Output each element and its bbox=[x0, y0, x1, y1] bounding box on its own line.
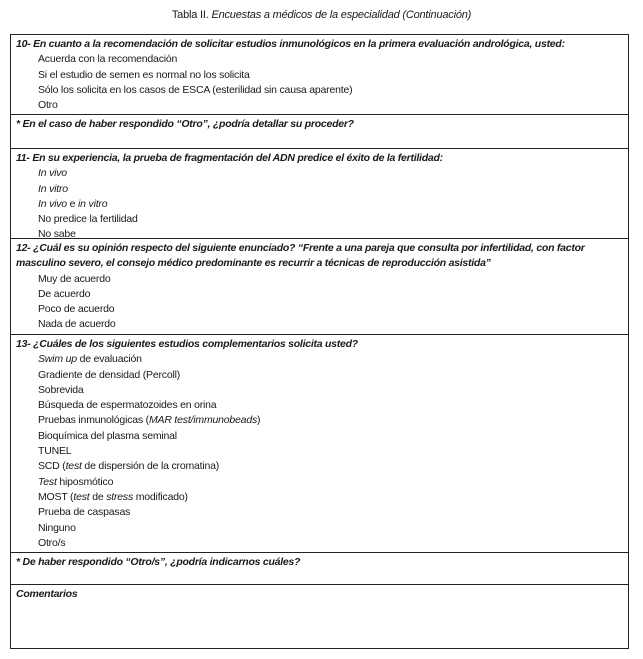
option-text: in vitro bbox=[78, 197, 108, 210]
option-text: In vivo bbox=[38, 167, 67, 180]
table-row bbox=[11, 552, 628, 584]
answer-option bbox=[16, 536, 623, 551]
option-text: Acuerda con la recomendación bbox=[38, 53, 178, 66]
option-text: In vitro bbox=[38, 182, 68, 195]
answer-option bbox=[16, 182, 623, 197]
answer-option bbox=[16, 212, 623, 227]
table-caption bbox=[0, 9, 643, 21]
option-text: Poco de acuerdo bbox=[38, 303, 115, 316]
option-text: Test bbox=[38, 475, 57, 488]
option-text: ) bbox=[257, 414, 261, 427]
option-text: Si el estudio de semen es normal no los solicita bbox=[38, 68, 250, 81]
option-text: De acuerdo bbox=[38, 287, 91, 300]
option-text: In vivo bbox=[38, 197, 67, 210]
option-text: Prueba de caspasas bbox=[38, 506, 131, 519]
option-text: Nada de acuerdo bbox=[38, 318, 116, 331]
option-text: Gradiente de densidad (Percoll) bbox=[38, 368, 181, 381]
survey-table bbox=[10, 34, 629, 649]
answer-option bbox=[16, 413, 623, 428]
question-text: Comentarios bbox=[16, 588, 78, 600]
option-text: de bbox=[89, 490, 107, 503]
option-text: Sólo los solicita en los casos de ESCA (esterilidad sin causa aparente) bbox=[38, 83, 353, 96]
answer-option bbox=[16, 166, 623, 181]
table-row bbox=[11, 148, 628, 241]
option-text: hiposmótico bbox=[56, 475, 114, 488]
answer-option bbox=[16, 459, 623, 474]
question-text: * En el caso de haber respondido “Otro”, ¿podría detallar su proceder? bbox=[16, 118, 354, 130]
answer-option bbox=[16, 429, 623, 444]
answer-option bbox=[16, 398, 623, 413]
answer-option bbox=[16, 368, 623, 383]
answer-option bbox=[16, 83, 623, 98]
option-text: TUNEL bbox=[38, 445, 72, 458]
option-text: No predice la fertilidad bbox=[38, 213, 138, 226]
option-text: MOST ( bbox=[38, 490, 74, 503]
option-text: SCD ( bbox=[38, 460, 66, 473]
option-text: modificado) bbox=[133, 490, 188, 503]
question-text: 12- ¿Cuál es su opinión respecto del siguiente enunciado? “Frente a una pareja que consulta por infertilidad, con factor masculino severo, el consejo médico predominante es recurrir a técnicas de reproducción asistida” bbox=[16, 242, 585, 270]
option-text: Swim up bbox=[38, 353, 77, 366]
answer-option bbox=[16, 475, 623, 490]
option-text: test bbox=[73, 490, 90, 503]
answer-option bbox=[16, 197, 623, 212]
question-text: * De haber respondido “Otro/s”, ¿podría indicarnos cuáles? bbox=[16, 556, 301, 568]
option-text: Ninguno bbox=[38, 521, 76, 534]
option-text: No sabe bbox=[38, 228, 76, 241]
answer-option bbox=[16, 490, 623, 505]
question-text: 11- En su experiencia, la prueba de fragmentación del ADN predice el éxito de la fertilidad: bbox=[16, 152, 443, 164]
answer-option bbox=[16, 272, 623, 287]
option-text: Otro bbox=[38, 99, 58, 112]
table-row bbox=[11, 238, 628, 334]
answer-option bbox=[16, 383, 623, 398]
table-row bbox=[11, 114, 628, 148]
option-text: Sobrevida bbox=[38, 383, 84, 396]
answer-option bbox=[16, 302, 623, 317]
option-text: MAR test/immunobeads bbox=[148, 414, 258, 427]
answer-option bbox=[16, 521, 623, 536]
question-text: 13- ¿Cuáles de los siguientes estudios complementarios solicita usted? bbox=[16, 338, 358, 350]
answer-option bbox=[16, 317, 623, 332]
option-text: stress bbox=[106, 490, 134, 503]
table-row bbox=[11, 584, 628, 648]
option-text: Búsqueda de espermatozoides en orina bbox=[38, 399, 217, 412]
answer-option bbox=[16, 287, 623, 302]
table-row bbox=[11, 35, 628, 114]
option-text: de evaluación bbox=[76, 353, 142, 366]
option-text: de dispersión de la cromatina) bbox=[81, 460, 220, 473]
caption-title: Encuestas a médicos de la especialidad (Continuación) bbox=[211, 9, 472, 21]
option-text: test bbox=[65, 460, 82, 473]
answer-option bbox=[16, 352, 623, 367]
option-text: Muy de acuerdo bbox=[38, 272, 111, 285]
caption-label: Tabla II. bbox=[171, 9, 212, 21]
option-text: Bioquímica del plasma seminal bbox=[38, 429, 177, 442]
question-text: 10- En cuanto a la recomendación de solicitar estudios inmunológicos en la primera evaluación andrológica, usted: bbox=[16, 38, 565, 50]
answer-option bbox=[16, 505, 623, 520]
answer-option bbox=[16, 98, 623, 113]
answer-option bbox=[16, 68, 623, 83]
option-text: Otro/s bbox=[38, 536, 66, 549]
option-text: e bbox=[66, 197, 79, 210]
answer-option bbox=[16, 444, 623, 459]
table-row bbox=[11, 334, 628, 552]
answer-option bbox=[16, 52, 623, 67]
option-text: Pruebas inmunológicas ( bbox=[38, 414, 149, 427]
